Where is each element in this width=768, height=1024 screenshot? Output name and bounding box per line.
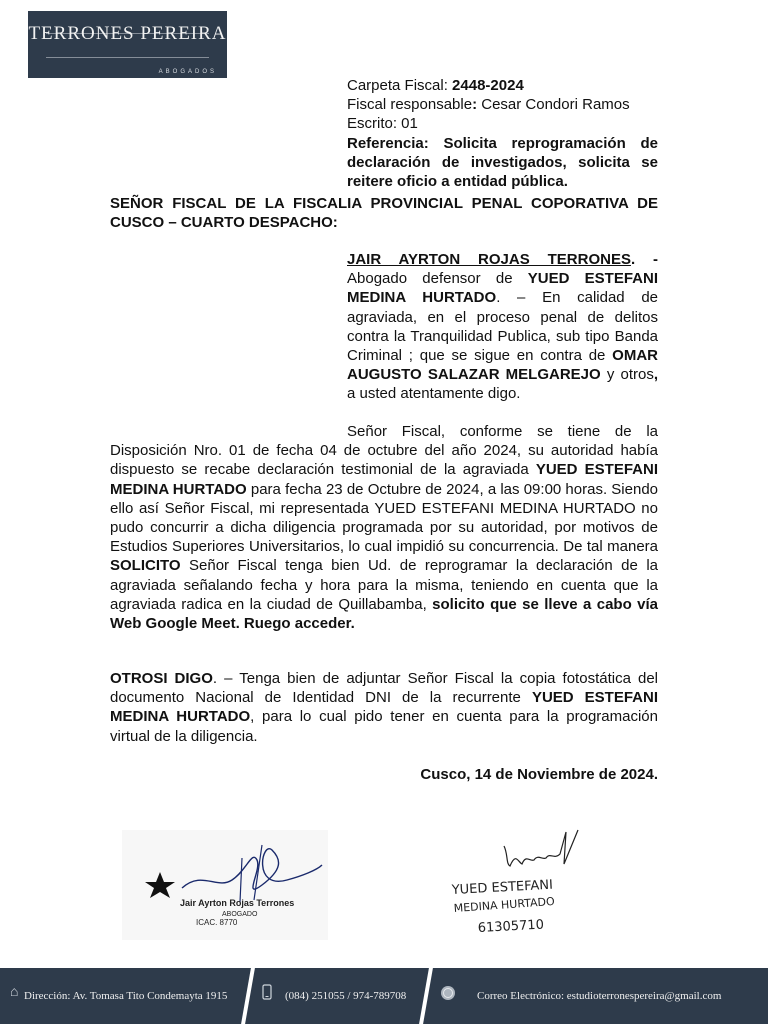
body-text-c: para fecha 23 de Octubre de 2024, a las 09:00 horas. Siendo ello así Señor Fiscal, mi representada YUED ESTEFANI MEDINA HURTADO no pudo concurrir a dicha diligencia programada por su autoridad, por motivos de Estudios Superiores Universitarios, lo cual impidió su concurrencia. De tal manera (110, 480, 659, 556)
client-signature (446, 824, 616, 939)
stamp-name: Jair Ayrton Rojas Terrones (180, 898, 295, 908)
logo-firm-name: TERRONES PEREIRA (28, 23, 227, 44)
otrosi-text-2: , para lo cual pido tener en cuenta para la programación virtual de la diligencia. (110, 708, 658, 745)
intro-paragraph (347, 250, 658, 404)
intro-text-4: a usted atentamente digo. (347, 385, 521, 403)
fiscal-label: Fiscal responsable (347, 96, 473, 114)
fiscal-colon: : (472, 96, 478, 114)
intro-text-2: . – En calidad de agraviada, en el proceso penal de delitos contra la Tranquilidad Publica, sub tipo Banda Criminal ; que se sigue en contra de (347, 289, 659, 365)
firm-logo (28, 11, 227, 78)
fiscal-value: Cesar Condori Ramos (477, 96, 630, 114)
logo-rule-bottom (46, 57, 209, 58)
page-footer (0, 968, 768, 1024)
carpeta-label: Carpeta Fiscal: (347, 77, 453, 94)
body-paragraph (110, 422, 658, 633)
footer-separator (419, 968, 433, 1024)
handwritten-line-1: YUED ESTEFANI (451, 877, 554, 898)
footer-address: Dirección: Av. Tomasa Tito Condemayta 1915 (24, 990, 228, 1002)
body-client-name: YUED ESTEFANI MEDINA HURTADO (110, 461, 658, 498)
footer-phone: (084) 251055 / 974-789708 (285, 990, 407, 1002)
carpeta-fiscal (347, 76, 658, 95)
home-icon: ⌂ (10, 985, 19, 1000)
intro-text-1: Abogado defensor de (347, 270, 528, 288)
referencia: Referencia: Solicita reprogramación de declaración de investigados, solicita se reitere oficio a entidad pública. (347, 134, 658, 191)
otrosi-client-name: YUED ESTEFANI MEDINA HURTADO (110, 689, 659, 726)
stamp-title: ABOGADO (222, 911, 258, 918)
document-date: Cusco, 14 de Noviembre de 2024. (420, 766, 658, 783)
footer-email: Correo Electrónico: estudioterronespereira@gmail.com (477, 990, 722, 1002)
lawyer-name: JAIR AYRTON ROJAS TERRONES (347, 251, 631, 268)
stamp-reg: ICAC. 8770 (196, 918, 238, 927)
carpeta-value: 2448-2024 (452, 77, 524, 94)
body-text-a: Señor Fiscal, conforme se tiene de la Disposición Nro. 01 de fecha 04 de octubre del año 2024, su autoridad había dispuesto se recabe declaración testimonial de la agraviada (110, 423, 658, 479)
addressee-heading: SEÑOR FISCAL DE LA FISCALIA PROVINCIAL PENAL COPORATIVA DE CUSCO – CUARTO DESPACHO: (110, 195, 658, 232)
intro-dash: . - (630, 251, 658, 268)
otrosi-text-1: . – Tenga bien de adjuntar Señor Fiscal la copia fotostática del documento Nacional de Identidad DNI de la recurrente (110, 670, 658, 707)
otrosi-paragraph (110, 669, 658, 746)
intro-text-3: y otros (600, 366, 654, 384)
globe-icon (440, 985, 456, 1001)
lawyer-signature-stamp (122, 830, 328, 940)
accused-name: OMAR AUGUSTO SALAZAR MELGAREJO (347, 347, 658, 384)
body-request: solicito que se lleve a cabo vía Web Google Meet. Ruego acceder. (110, 595, 658, 633)
case-header (347, 76, 658, 191)
phone-icon (262, 984, 272, 1000)
escrito-number: Escrito: 01 (347, 115, 418, 133)
body-text-e: Señor Fiscal tenga bien Ud. de reprogramar la declaración de la agraviada señalando fecha y hora para la misma, teniendo en cuenta que la agraviada radica en la ciudad de Quillabamba, (110, 557, 658, 613)
client-name: YUED ESTEFANI MEDINA HURTADO (347, 270, 658, 307)
footer-separator (241, 968, 255, 1024)
body-solicito: SOLICITO (110, 557, 181, 575)
otrosi-label: OTROSI DIGO (110, 670, 213, 687)
handwritten-line-2: MEDINA HURTADO (453, 894, 556, 915)
handwritten-line-3: 61305710 (477, 917, 545, 936)
logo-subtitle: ABOGADOS (158, 69, 217, 75)
fiscal-responsable (347, 95, 658, 114)
intro-comma: , (653, 366, 658, 384)
